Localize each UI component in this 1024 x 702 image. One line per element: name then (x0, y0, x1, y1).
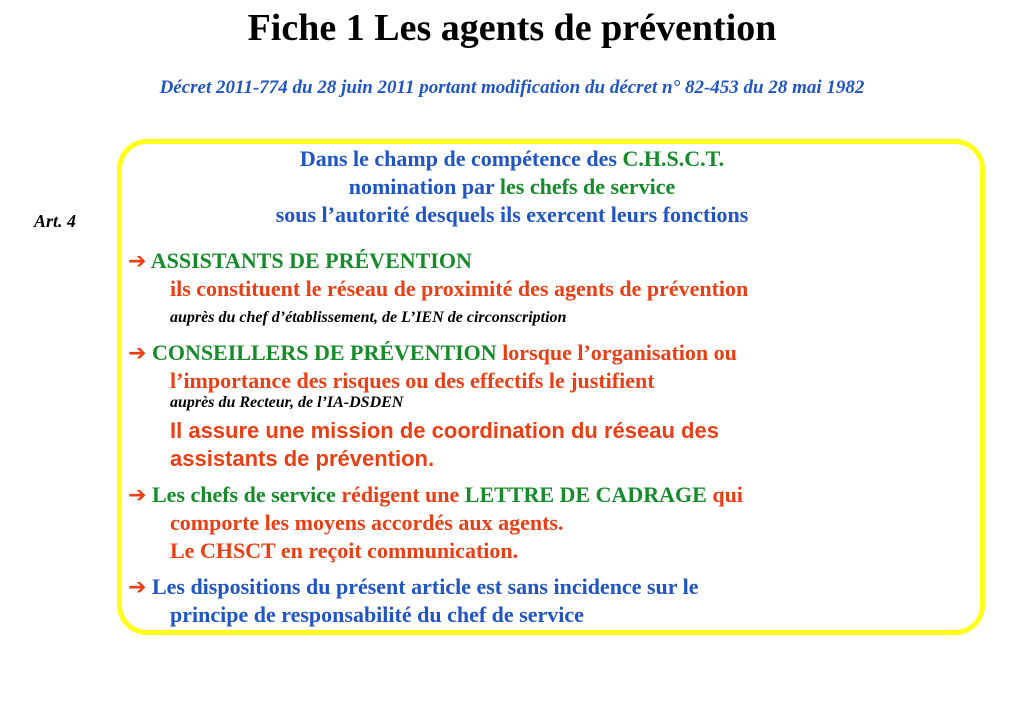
mission-line-2: assistants de prévention. (170, 446, 435, 471)
decree-subtitle: Décret 2011-774 du 28 juin 2011 portant modification du décret n° 82-453 du 28 mai 1982 (159, 77, 865, 98)
chefs-means: comporte les moyens accordés aux agents. (170, 510, 564, 535)
arrow-right-icon: ➔ (128, 341, 147, 366)
assistants-attachment: auprès du chef d’établissement, de L’IEN de circonscription (170, 309, 567, 326)
arrow-right-icon: ➔ (128, 249, 147, 274)
arrow-right-icon: ➔ (128, 575, 147, 600)
chsct-communication: Le CHSCT en reçoit communication. (170, 538, 519, 563)
conseillers-condition: l’importance des risques ou des effectifs le justifient (170, 368, 655, 393)
conseillers-heading: ➔ CONSEILLERS DE PRÉVENTION lorsque l’organisation ou (128, 340, 737, 366)
nomination-line: nomination par les chefs de service (348, 174, 676, 199)
conseillers-attachment: auprès du Recteur, de l’IA-DSDEN (170, 394, 404, 411)
arrow-right-icon: ➔ (128, 483, 147, 508)
article-label: Art. 4 (34, 211, 77, 231)
dispositions-heading: ➔ Les dispositions du présent article est sans incidence sur le (128, 574, 699, 600)
mission-line-1: Il assure une mission de coordination du réseau des (170, 418, 719, 443)
assistants-heading: ➔ ASSISTANTS DE PRÉVENTION (128, 248, 472, 274)
assistants-description: ils constituent le réseau de proximité des agents de prévention (170, 276, 749, 301)
scope-line: Dans le champ de compétence des C.H.S.C.T. (299, 146, 725, 171)
dispositions-continuation: principe de responsabilité du chef de service (170, 602, 584, 627)
authority-line: sous l’autorité desquels ils exercent leurs fonctions (275, 202, 749, 227)
chefs-heading: ➔ Les chefs de service rédigent une LETTRE DE CADRAGE qui (128, 482, 743, 508)
page-title: Fiche 1 Les agents de prévention (247, 7, 777, 49)
